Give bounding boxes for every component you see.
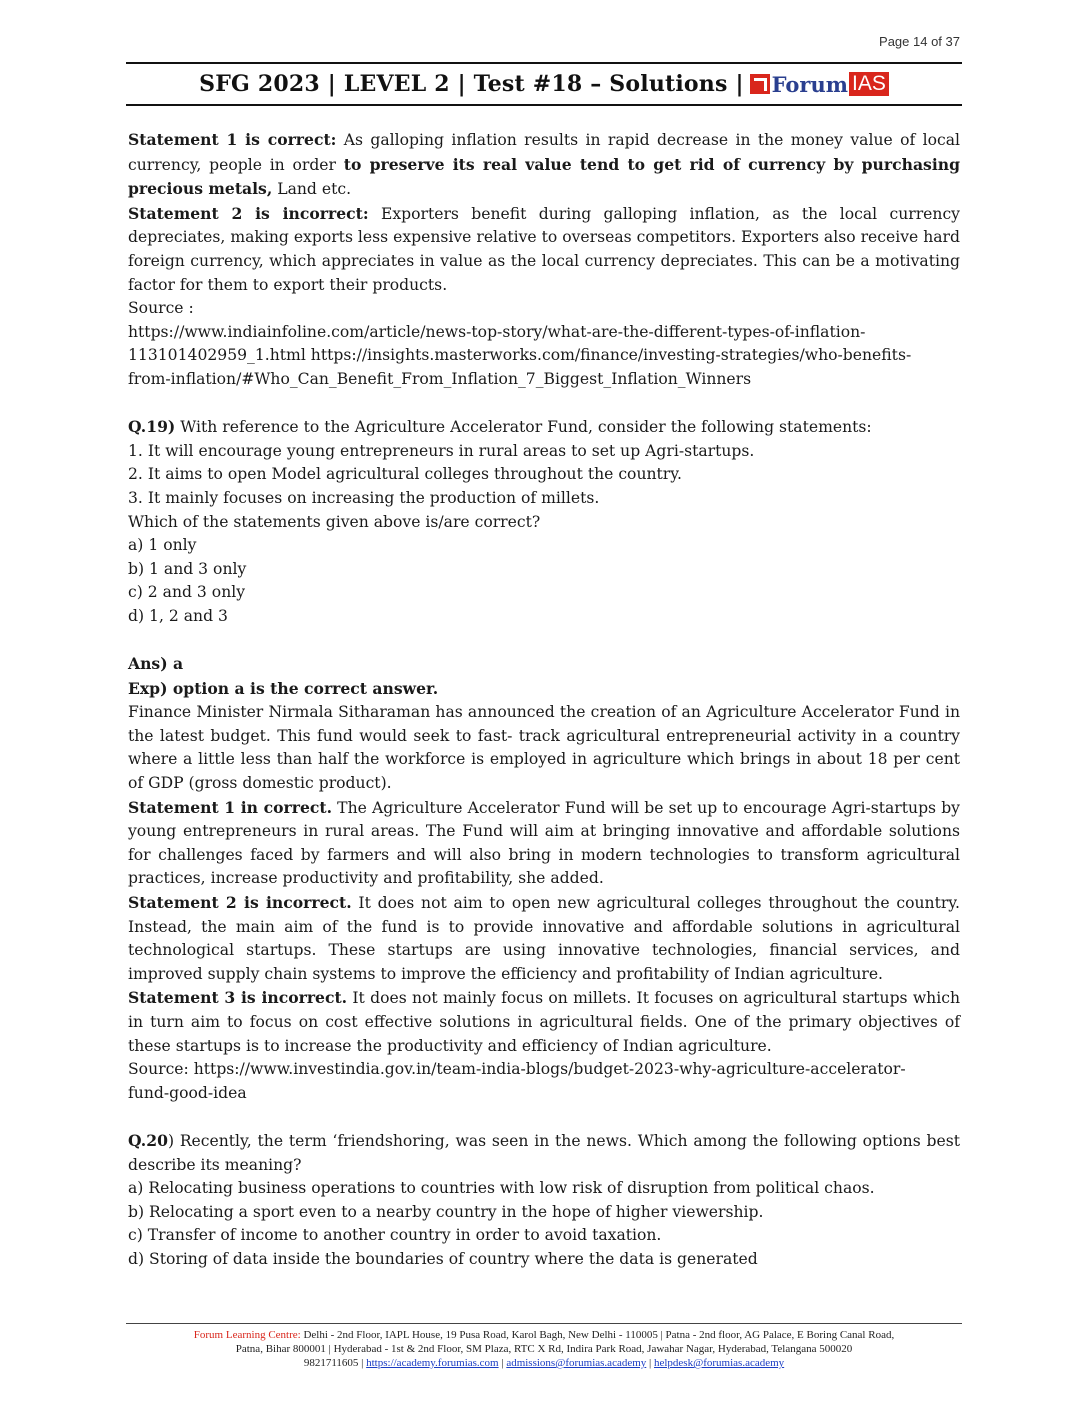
q19-intro: Finance Minister Nirmala Sitharaman has announced the creation of an Agriculture Accelerator Fund in the latest budget. This fund would seek to fast- track agricultural entrepreneurial activity in a country where a little less than half the workforce is employed in agriculture which brings in about 18 per cent of GDP (gross domestic product). (128, 703, 960, 793)
q19-statement: 2. It aims to open Model agricultural colleges throughout the country. (128, 465, 682, 484)
page-number: Page 14 of 37 (879, 34, 960, 49)
statement-label: Statement 1 is correct: (128, 130, 337, 149)
prev-statement-1 (128, 128, 960, 202)
logo-forum-text: Forum (771, 71, 848, 97)
statement-label: Statement 2 is incorrect: (128, 203, 369, 223)
q20-question (128, 1129, 960, 1177)
footer-website-link[interactable]: https://academy.forumias.com (366, 1357, 499, 1369)
footer-contact-line (126, 1356, 962, 1370)
q19-statement-3-exp (128, 986, 960, 1058)
footer-address-line-1 (126, 1328, 962, 1342)
page-footer (126, 1323, 962, 1370)
prev-source-line: https://www.indiainfoline.com/article/news-top-story/what-are-the-different-types-of-inflation- (128, 322, 866, 341)
q19-statement-2-exp (128, 891, 960, 986)
q20-option-b: b) Relocating a sport even to a nearby country in the hope of higher viewership. (128, 1202, 764, 1221)
prev-source-line: from-inflation/#Who_Can_Benefit_From_Inflation_7_Biggest_Inflation_Winners (128, 369, 752, 388)
q19-number: Q.19) (128, 417, 176, 437)
forumias-logo (750, 72, 889, 96)
q19-statement: 1. It will encourage young entrepreneurs in rural areas to set up Agri-startups. (128, 441, 755, 460)
logo-ias-text: IAS (849, 72, 889, 96)
separator: | (646, 1357, 654, 1369)
footer-phone: 9821711605 (303, 1357, 359, 1369)
q20-option-c: c) Transfer of income to another country in order to avoid taxation. (128, 1226, 662, 1245)
q19-option-b: b) 1 and 3 only (128, 559, 247, 578)
q19-source-line: fund-good-idea (128, 1083, 247, 1102)
q19-statement-1-exp (128, 796, 960, 891)
page-header (126, 62, 962, 106)
q19-statement: 3. It mainly focuses on increasing the production of millets. (128, 488, 600, 507)
q19-option-a: a) 1 only (128, 536, 197, 555)
separator: | (498, 1357, 507, 1369)
prev-statement-2 (128, 202, 960, 297)
question-text: With reference to the Agriculture Accelerator Fund, consider the following statements: (175, 418, 872, 437)
statement-text: Land etc. (272, 180, 352, 199)
q19-prompt: Which of the statements given above is/are correct? (128, 512, 541, 531)
q19-source-line: Source: https://www.investindia.gov.in/team-india-blogs/budget-2023-why-agriculture-accelerator- (128, 1060, 906, 1079)
footer-helpdesk-email-link[interactable]: helpdesk@forumias.academy (653, 1357, 785, 1369)
separator: | (358, 1357, 367, 1369)
answer-text: Ans) a (128, 654, 184, 674)
q20-option-a: a) Relocating business operations to countries with low risk of disruption from political chaos. (128, 1179, 875, 1198)
statement-label: Statement 1 in correct. (128, 797, 333, 817)
statement-text: It does not mainly focus on millets. It focuses on agricultural startups which in turn aim to focus on cost effective solutions in agricultural fields. One of the primary objectives of these startups is to increase the productivity and efficiency of Indian agriculture. (128, 989, 960, 1055)
q19-option-c: c) 2 and 3 only (128, 583, 246, 602)
q19-answer (128, 652, 960, 677)
prev-source-line: 113101402959_1.html https://insights.masterworks.com/finance/investing-strategies/who-benefits- (128, 346, 912, 365)
q19-explanation-heading (128, 677, 960, 702)
footer-admissions-email-link[interactable]: admissions@forumias.academy (506, 1357, 647, 1369)
arrow-icon (750, 74, 770, 94)
q19-question (128, 415, 960, 440)
q20-option-d: d) Storing of data inside the boundaries of country where the data is generated (128, 1249, 758, 1268)
explanation-text: Exp) option a is the correct answer. (128, 678, 439, 698)
prev-source-label: Source : (128, 299, 194, 318)
statement-text: The Agriculture Accelerator Fund will be set up to encourage Agri-startups by young entrepreneurs in rural areas. The Fund will aim at bringing innovative and affordable solutions for challenges faced by farmers and will also bring in modern technologies to transform agricultural practices, increase productivity and profitability, she added. (128, 798, 960, 888)
statement-label: Statement 2 is incorrect. (128, 893, 352, 912)
statement-emphasis: to preserve its real value tend to get rid of currency by purchasing precious metals, (128, 154, 960, 199)
q20-number: Q.20 (128, 1130, 168, 1150)
statement-text: Exporters benefit during galloping inflation, as the local currency depreciates, making exports less expensive relative to overseas competitors. Exporters also receive hard foreign currency, which appreciates in value as the local currency depreciates. This can be a motivating factor for them to export their products. (128, 204, 960, 294)
footer-address: Delhi - 2nd Floor, IAPL House, 19 Pusa Road, Karol Bagh, New Delhi - 110005 | Patna - 2nd floor, AG Palace, E Boring Canal Road, (300, 1329, 895, 1341)
statement-text: It does not aim to open new agricultural colleges throughout the country. Instead, the main aim of the fund is to provide innovative and affordable solutions in agricultural technological startups. These startups are using innovative technologies, financial services, and improved supply chain systems to improve the efficiency and profitability of Indian agriculture. (128, 894, 960, 983)
footer-brand-rest: Learning Centre: (223, 1329, 301, 1341)
document-body (128, 128, 960, 1272)
statement-label: Statement 3 is incorrect. (128, 988, 348, 1008)
statement-text: As galloping inflation results in rapid decrease in the money value of local currency, people in order (128, 131, 960, 174)
footer-brand-forum: Forum (193, 1329, 224, 1341)
q19-option-d: d) 1, 2 and 3 (128, 606, 228, 625)
footer-address-line-2: Patna, Bihar 800001 | Hyderabad - 1st & 2nd Floor, SM Plaza, RTC X Rd, Indira Park Road, Jawahar Nagar, Hyderabad, Telangana 500020 (235, 1343, 853, 1355)
question-text: ) Recently, the term ‘friendshoring, was seen in the news. Which among the following options best describe its meaning? (128, 1131, 960, 1174)
header-title: SFG 2023 | LEVEL 2 | Test #18 – Solutions | (199, 71, 744, 97)
